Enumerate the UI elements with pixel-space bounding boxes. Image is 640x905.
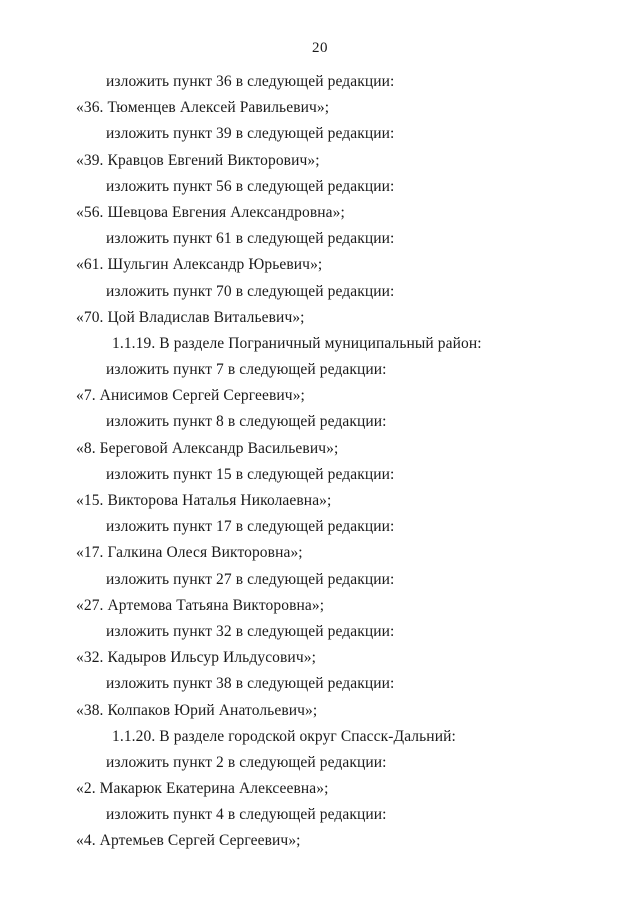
instruction-line: изложить пункт 61 в следующей редакции: — [106, 230, 395, 248]
instruction-line: изложить пункт 17 в следующей редакции: — [106, 518, 395, 536]
amendment-line: «27. Артемова Татьяна Викторовна»; — [76, 596, 325, 614]
instruction-line: изложить пункт 2 в следующей редакции: — [106, 753, 387, 771]
instruction-line: изложить пункт 7 в следующей редакции: — [106, 361, 387, 379]
amendment-line: «7. Анисимов Сергей Сергеевич»; — [76, 387, 305, 405]
amendment-line: «36. Тюменцев Алексей Равильевич»; — [76, 99, 330, 117]
amendment-line: «38. Колпаков Юрий Анатольевич»; — [76, 701, 318, 719]
document-body — [0, 69, 640, 855]
instruction-line: изложить пункт 56 в следующей редакции: — [106, 177, 395, 195]
instruction-line: изложить пункт 39 в следующей редакции: — [106, 125, 395, 143]
amendment-line: «17. Галкина Олеся Викторовна»; — [76, 544, 303, 562]
amendment-line: «8. Береговой Александр Васильевич»; — [76, 439, 339, 457]
instruction-line: изложить пункт 8 в следующей редакции: — [106, 413, 387, 431]
amendment-line: «4. Артемьев Сергей Сергеевич»; — [76, 832, 301, 850]
instruction-line: изложить пункт 38 в следующей редакции: — [106, 675, 395, 693]
instruction-line: изложить пункт 32 в следующей редакции: — [106, 622, 395, 640]
page-number: 20 — [312, 40, 328, 56]
amendment-line: «70. Цой Владислав Витальевич»; — [76, 308, 305, 326]
amendment-line: «39. Кравцов Евгений Викторович»; — [76, 151, 320, 169]
instruction-line: изложить пункт 15 в следующей редакции: — [106, 465, 395, 483]
instruction-line: изложить пункт 70 в следующей редакции: — [106, 282, 395, 300]
instruction-line: изложить пункт 4 в следующей редакции: — [106, 806, 387, 824]
section-heading: 1.1.20. В разделе городской округ Спасск-Дальний: — [112, 727, 456, 745]
amendment-line: «61. Шульгин Александр Юрьевич»; — [76, 256, 323, 274]
amendment-line: «32. Кадыров Ильсур Ильдусович»; — [76, 649, 316, 667]
instruction-line: изложить пункт 36 в следующей редакции: — [106, 73, 395, 90]
instruction-line: изложить пункт 27 в следующей редакции: — [106, 570, 395, 588]
amendment-line: «15. Викторова Наталья Николаевна»; — [76, 492, 332, 509]
amendment-line: «2. Макарюк Екатерина Алексеевна»; — [76, 780, 329, 798]
amendment-line: «56. Шевцова Евгения Александровна»; — [76, 203, 345, 221]
section-heading: 1.1.19. В разделе Пограничный муниципальный район: — [112, 334, 482, 352]
